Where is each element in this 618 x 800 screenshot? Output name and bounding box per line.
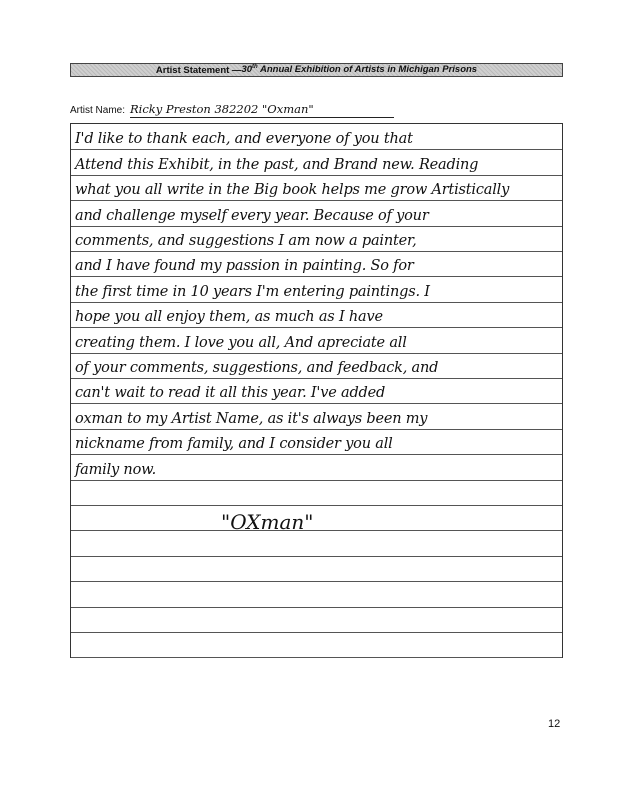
statement-line: hope you all enjoy them, as much as I have [75, 309, 383, 326]
ruled-line [71, 480, 562, 481]
form-header [70, 63, 563, 77]
statement-line: Attend this Exhibit, in the past, and Brand new. Reading [75, 156, 479, 173]
statement-line: what you all write in the Big book helps me grow Artistically [75, 182, 510, 199]
header-title [241, 64, 477, 75]
statement-line: the first time in 10 years I'm entering paintings. I [75, 283, 430, 300]
header-ordinal-suffix: th [252, 64, 258, 71]
ruled-line [71, 454, 562, 455]
ruled-line [71, 276, 562, 277]
ruled-line [71, 429, 562, 430]
ruled-line [71, 505, 562, 506]
header-ordinal: 30 [241, 64, 253, 76]
statement-line: of your comments, suggestions, and feedback, and [75, 360, 439, 376]
ruled-line [71, 226, 562, 227]
statement-line: nickname from family, and I consider you all [75, 436, 393, 453]
statement-line: creating them. I love you all, And apreciate all [75, 334, 407, 351]
artist-name-row [70, 96, 394, 118]
ruled-line [71, 149, 562, 150]
ruled-line [71, 353, 562, 354]
ruled-line [71, 556, 562, 557]
statement-line: can't wait to read it all this year. I've added [75, 385, 386, 402]
statement-line: oxman to my Artist Name, as it's always been my [75, 410, 428, 427]
ruled-line [71, 251, 562, 252]
header-prefix: Artist Statement — [155, 64, 242, 76]
ruled-line [71, 175, 562, 176]
statement-line: family now. [75, 461, 157, 478]
artist-name-label: Artist Name: [70, 105, 126, 116]
ruled-line [71, 632, 562, 633]
statement-line: and I have found my passion in painting. So for [75, 258, 414, 275]
statement-box [70, 123, 563, 658]
ruled-line [71, 657, 562, 658]
statement-line: and challenge myself every year. Because of your [75, 207, 429, 224]
signature: "OXman" [221, 510, 314, 535]
ruled-line [71, 403, 562, 404]
ruled-line [71, 607, 562, 608]
ruled-line [71, 327, 562, 328]
artist-name-value: Ricky Preston 382202 "Oxman" [130, 102, 394, 118]
statement-line: comments, and suggestions I am now a painter, [75, 233, 417, 249]
statement-line: I'd like to thank each, and everyone of you that [75, 131, 413, 148]
ruled-line [71, 200, 562, 201]
ruled-line [71, 581, 562, 582]
ruled-line [71, 378, 562, 379]
header-suffix: Annual Exhibition of Artists in Michigan Prisons [257, 64, 478, 76]
page-number: 12 [548, 718, 561, 730]
ruled-line [71, 302, 562, 303]
ruled-line [71, 530, 562, 531]
